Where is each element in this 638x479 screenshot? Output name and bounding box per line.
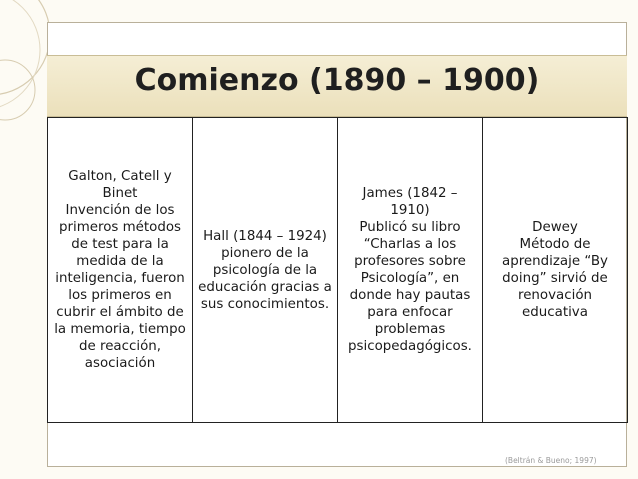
column-description: Publicó su libro “Charlas a los profesores sobre Psicología”, en donde hay pautas para enfocar problemas psicopedagógicos. — [348, 220, 472, 354]
column-description: pionero de la psicología de la educación gracias a sus conocimientos. — [198, 245, 332, 312]
slide-title: Comienzo (1890 – 1900) — [134, 63, 540, 98]
column-description: Método de aprendizaje “By doing” sirvió de renovación educativa — [502, 237, 608, 320]
column-detail: (1844 – 1924) — [228, 228, 327, 244]
citation: (Beltrán & Bueno; 1997) — [505, 456, 597, 465]
column-detail: (1842 – 1910) — [390, 186, 458, 218]
column-description: Invención de los primeros métodos de test para la medida de la inteligencia, fueron los primeros en cubrir el ámbito de la memoria, tiempo de reacción, asociación — [54, 203, 186, 371]
column-name: Hall — [203, 228, 229, 244]
column-galton — [48, 118, 193, 423]
column-james — [338, 118, 483, 423]
column-name: Dewey — [532, 220, 578, 235]
column-dewey — [483, 118, 628, 423]
column-name: James — [362, 186, 403, 201]
table-row — [48, 118, 628, 423]
column-name: Galton, Catell y Binet — [68, 169, 172, 201]
column-hall — [193, 118, 338, 423]
timeline-table — [47, 117, 628, 423]
